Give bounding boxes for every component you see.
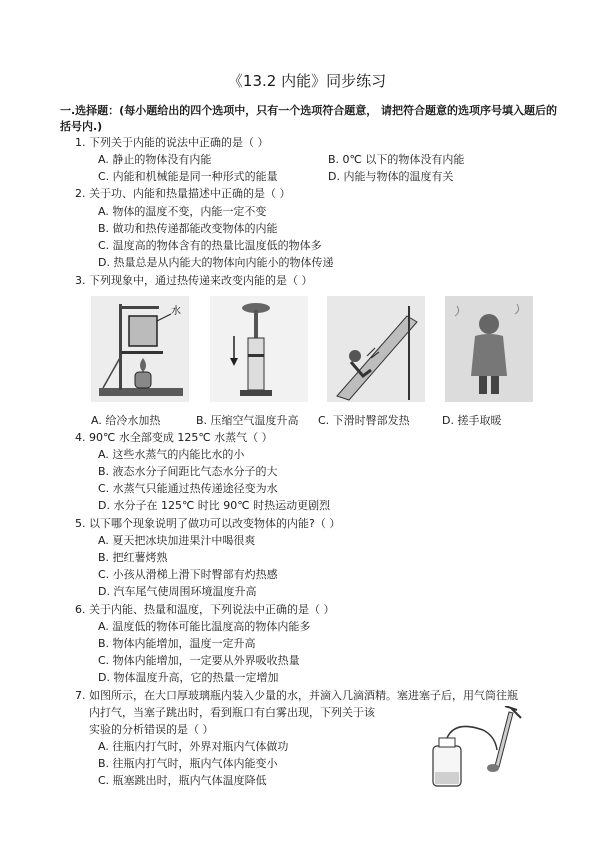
q1-option-c: C. 内能和机械能是同一种形式的能量 <box>98 170 278 183</box>
question-7-stem-line-2: 内打气，当塞子跳出时，看到瓶口有白雾出现，下列关于该 <box>89 706 375 719</box>
question-5-stem: 5. 以下哪个现象说明了做功可以改变物体的内能?（ ） <box>75 517 341 530</box>
section-heading: 一.选择题：(每小题给出的四个选项中，只有一个选项符合题意， 请把符合题意的选项序号填入题后的括号内.) <box>60 104 558 133</box>
question-6-stem: 6. 关于内能、热量和温度，下列说法中正确的是（ ） <box>75 603 335 616</box>
q5-option-b: B. 把红薯烤熟 <box>98 551 168 564</box>
caption-d: D. 搓手取暖 <box>442 414 502 427</box>
q6-option-c: C. 物体内能增加，一定要从外界吸收热量 <box>98 654 300 667</box>
figure-slide <box>327 296 425 402</box>
water-label: 水 <box>171 306 181 317</box>
q4-option-d: D. 水分子在 125℃ 时比 90℃ 时热运动更剧烈 <box>98 499 331 512</box>
q5-option-d: D. 汽车尾气使周围环境温度升高 <box>98 585 257 598</box>
q1-option-b: B. 0℃ 以下的物体没有内能 <box>328 153 465 166</box>
q5-option-a: A. 夏天把冰块加进果汁中喝很爽 <box>98 534 256 547</box>
q6-option-a: A. 温度低的物体可能比温度高的物体内能多 <box>98 620 311 633</box>
q2-option-a: A. 物体的温度不变，内能一定不变 <box>98 205 267 218</box>
figure-air-pump <box>210 296 308 402</box>
q4-option-b: B. 液态水分子间距比气态水分子的大 <box>98 465 278 478</box>
page-title: 《13.2 内能》同步练习 <box>227 72 387 90</box>
q6-option-b: B. 物体内能增加，温度一定升高 <box>98 637 256 650</box>
q2-option-c: C. 温度高的物体含有的热量比温度低的物体多 <box>98 239 322 252</box>
figure-bottle-pump <box>425 706 535 796</box>
figure-heating-water <box>91 296 189 402</box>
q7-option-c: C. 瓶塞跳出时，瓶内气体温度降低 <box>98 774 267 787</box>
question-7-stem-line-3: 实验的分析错误的是（ ） <box>89 723 214 736</box>
figure-rubbing-hands <box>445 296 533 402</box>
q1-option-d: D. 内能与物体的温度有关 <box>328 170 454 183</box>
question-7-stem-line-1: 7. 如图所示，在大口厚玻璃瓶内装入少量的水，并滴入几滴酒精。塞进塞子后，用气筒往瓶 <box>75 689 518 702</box>
q4-option-c: C. 水蒸气只能通过热传递途径变为水 <box>98 482 278 495</box>
question-3-stem: 3. 下列现象中，通过热传递来改变内能的是（ ） <box>75 274 313 287</box>
q6-option-d: D. 物体温度升高，它的热量一定增加 <box>98 671 279 684</box>
q7-option-a: A. 往瓶内打气时，外界对瓶内气体做功 <box>98 740 289 753</box>
q7-option-b: B. 往瓶内打气时，瓶内气体内能变小 <box>98 757 278 770</box>
caption-b: B. 压缩空气温度升高 <box>196 414 299 427</box>
q5-option-c: C. 小孩从滑梯上滑下时臀部有灼热感 <box>98 568 278 581</box>
caption-a: A. 给冷水加热 <box>91 414 161 427</box>
caption-c: C. 下滑时臀部发热 <box>318 414 410 427</box>
question-2-stem: 2. 关于功、内能和热量描述中正确的是（ ） <box>75 187 291 200</box>
q2-option-d: D. 热量总是从内能大的物体向内能小的物体传递 <box>98 256 334 269</box>
q4-option-a: A. 这些水蒸气的内能比水的小 <box>98 448 245 461</box>
q1-option-a: A. 静止的物体没有内能 <box>98 153 212 166</box>
q2-option-b: B. 做功和热传递都能改变物体的内能 <box>98 222 278 235</box>
question-4-stem: 4. 90℃ 水全部变成 125℃ 水蒸气（ ） <box>75 431 273 444</box>
question-1-stem: 1. 下列关于内能的说法中正确的是（ ） <box>75 136 269 149</box>
